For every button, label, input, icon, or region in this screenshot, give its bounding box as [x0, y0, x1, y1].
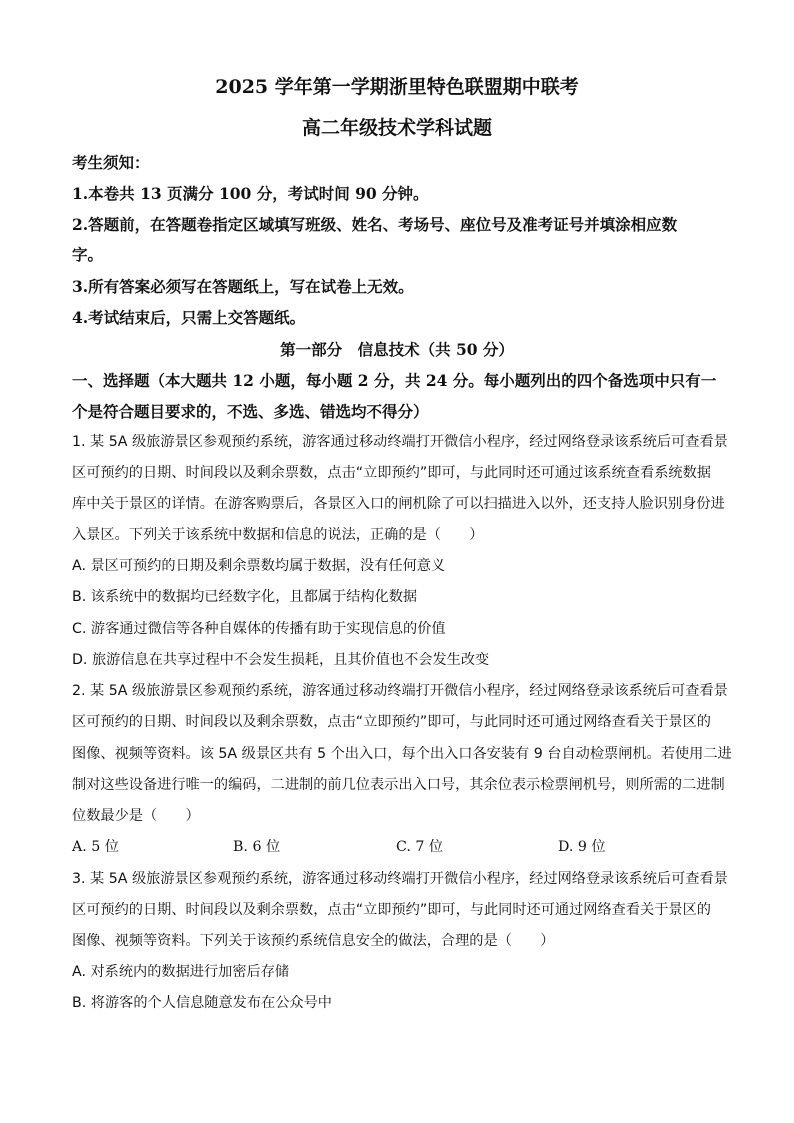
question-option-b: B. 将游客的个人信息随意发布在公众号中: [72, 995, 332, 1011]
notice-item: 字。: [72, 245, 104, 264]
question-option-a: A. 5 位: [72, 839, 119, 855]
question-option-a: A. 对系统内的数据进行加密后存储: [72, 964, 290, 980]
question-option-c: C. 游客通过微信等各种自媒体的传播有助于实现信息的价值: [72, 621, 446, 637]
question-text: 3. 某 5A 级旅游景区参观预约系统，游客通过移动终端打开微信小程序，经过网络登录该系统后可查看景: [72, 871, 728, 887]
notice-item: 4.考试结束后，只需上交答题纸。: [72, 308, 306, 327]
question-option-c: C. 7 位: [396, 839, 444, 855]
section-title: 第一部分 信息技术（共 50 分）: [280, 340, 514, 359]
question-text: 图像、视频等资料。该 5A 级景区共有 5 个出入口，每个出入口各安装有 9 台自动检票闸机。若使用二进: [72, 746, 732, 762]
question-text: 2. 某 5A 级旅游景区参观预约系统，游客通过移动终端打开微信小程序，经过网络登录该系统后可查看景: [72, 683, 728, 699]
question-option-a: A. 景区可预约的日期及剩余票数均属于数据，没有任何意义: [72, 558, 446, 574]
question-text: 区可预约的日期、时间段以及剩余票数，点击“立即预约”即可，与此同时还可通过网络查看关于景区的: [72, 902, 711, 918]
notice-item: 1.本卷共 13 页满分 100 分，考试时间 90 分钟。: [72, 184, 429, 203]
question-text: 制对这些设备进行唯一的编码，二进制的前几位表示出入口号，其余位表示检票闸机号，则所需的二进制: [72, 777, 725, 793]
question-option-b: B. 该系统中的数据均已经数字化，且都属于结构化数据: [72, 589, 418, 605]
question-option-d: D. 旅游信息在共享过程中不会发生损耗，且其价值也不会发生改变: [72, 652, 490, 668]
question-option-b: B. 6 位: [233, 839, 281, 855]
question-text: 入景区。下列关于该系统中数据和信息的说法，正确的是（ ）: [72, 527, 484, 543]
question-text: 图像、视频等资料。下列关于该预约系统信息安全的做法，合理的是（ ）: [72, 933, 555, 949]
question-text: 库中关于景区的详情。在游客购票后，各景区入口的闸机除了可以扫描进入以外，还支持人脸识别身份进: [72, 496, 725, 512]
question-option-d: D. 9 位: [558, 839, 606, 855]
notice-item: 3.所有答案必须写在答题纸上，写在试卷上无效。: [72, 277, 414, 296]
question-text: 区可预约的日期、时间段以及剩余票数，点击“立即预约”即可，与此同时还可通过该系统查看系统数据: [72, 465, 711, 481]
question-text: 区可预约的日期、时间段以及剩余票数，点击“立即预约”即可，与此同时还可通过网络查看关于景区的: [72, 714, 711, 730]
question-text: 1. 某 5A 级旅游景区参观预约系统，游客通过移动终端打开微信小程序，经过网络登录该系统后可查看景: [72, 434, 728, 450]
question-text: 位数最少是（ ）: [72, 808, 200, 824]
exam-title: 2025 学年第一学期浙里特色联盟期中联考: [215, 76, 579, 98]
section-instructions: 个是符合题目要求的，不选、多选、错选均不得分）: [72, 402, 429, 421]
notice-item: 2.答题前，在答题卷指定区域填写班级、姓名、考场号、座位号及准考证号并填涂相应数: [72, 215, 678, 234]
exam-subtitle: 高二年级技术学科试题: [301, 117, 492, 139]
notice-heading: 考生须知：: [72, 153, 150, 172]
section-instructions: 一、选择题（本大题共 12 小题，每小题 2 分，共 24 分。每小题列出的四个备选项中只有一: [72, 371, 717, 390]
